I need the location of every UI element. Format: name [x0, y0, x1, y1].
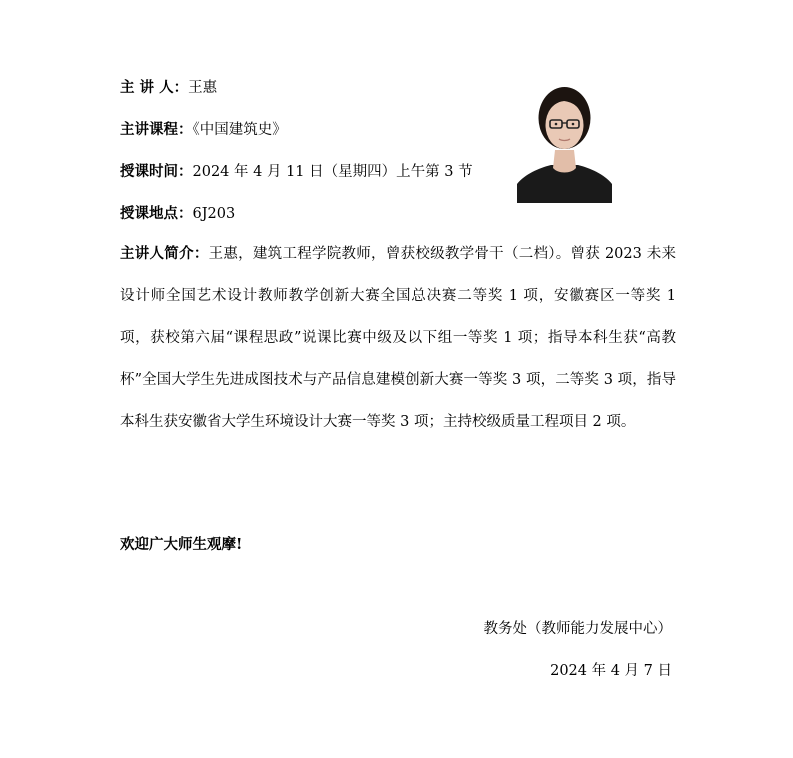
intro-text: 王惠，建筑工程学院教师，曾获校级教学骨干（二档）。曾获 2023 未来设计师全国艺术设计教师教学创新大赛全国总决赛二等奖 1 项，安徽赛区一等奖 1 项，获校第六届“课程思政”说课比赛中级及以下组一等奖 1 项；指导本科生获“高教杯”全国大学生先进成图技术与产品信息建模创新大赛一等奖 3 项，二等奖 3 项，指导本科生获安徽省大学生环境设计大赛一等奖 3 项；主持校级质量工程项目 2 项。: [120, 246, 676, 430]
intro-label: 主讲人简介：: [120, 245, 209, 262]
intro-paragraph: [120, 233, 676, 443]
place-label: 授课地点：: [120, 205, 193, 222]
time-line: [120, 162, 473, 182]
speaker-line: [120, 78, 217, 98]
date-text: 2024 年 4 月 7 日: [550, 663, 672, 679]
portrait-photo-icon: [517, 80, 612, 203]
course-name: 《中国建筑史》: [192, 122, 287, 138]
place-line: [120, 204, 235, 224]
course-line: [120, 120, 287, 140]
speaker-label: 主 讲 人：: [120, 79, 189, 96]
time-label: 授课时间：: [120, 163, 193, 180]
speaker-photo: [517, 80, 612, 203]
course-label: 主讲课程：: [120, 121, 193, 138]
welcome-text: 欢迎广大师生观摩!: [120, 536, 243, 553]
place-value: 6J203: [192, 206, 236, 222]
time-value: 2024 年 4 月 11 日（星期四）上午第 3 节: [192, 164, 473, 180]
issuer-text: 教务处（教师能力发展中心）: [483, 621, 672, 637]
speaker-name: 王惠: [188, 80, 218, 96]
